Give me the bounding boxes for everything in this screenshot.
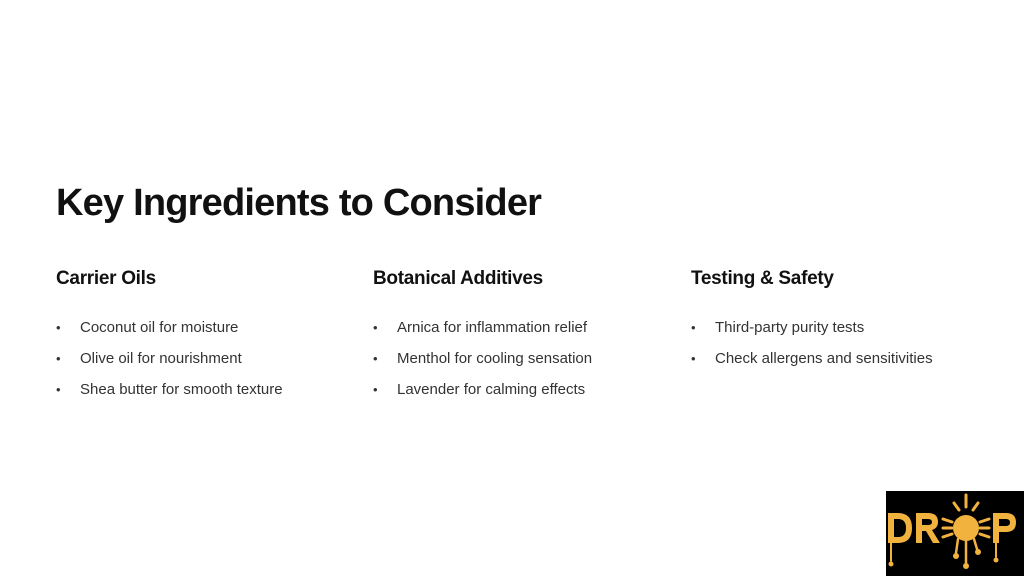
list-item — [56, 374, 356, 405]
drop-logo — [886, 491, 1024, 576]
list-item — [691, 343, 991, 374]
list-item-text: Arnica for inflammation relief — [397, 319, 588, 336]
bullet-icon: • — [373, 382, 378, 397]
column-heading: Testing & Safety — [691, 268, 834, 289]
list-item-text: Menthol for cooling sensation — [397, 350, 593, 367]
bullet-icon: • — [691, 351, 696, 366]
list-item-text: Third-party purity tests — [715, 319, 865, 336]
column-testing-safety — [691, 266, 991, 374]
column-heading: Carrier Oils — [56, 268, 156, 289]
list-item-text: Coconut oil for moisture — [80, 319, 239, 336]
bullet-icon: • — [56, 320, 61, 335]
bullet-list — [373, 312, 673, 405]
list-item-text: Check allergens and sensitivities — [715, 350, 933, 367]
column-heading: Botanical Additives — [373, 268, 543, 289]
slide-title: Key Ingredients to Consider — [56, 182, 542, 224]
bullet-icon: • — [56, 382, 61, 397]
list-item-text: Olive oil for nourishment — [80, 350, 242, 367]
list-item — [373, 374, 673, 405]
list-item — [373, 312, 673, 343]
list-item-text: Shea butter for smooth texture — [80, 381, 283, 398]
list-item — [373, 343, 673, 374]
bullet-icon: • — [691, 320, 696, 335]
column-carrier-oils — [56, 266, 356, 405]
list-item — [56, 343, 356, 374]
list-item — [56, 312, 356, 343]
bullet-list — [56, 312, 356, 405]
bullet-list — [691, 312, 991, 374]
bullet-icon: • — [56, 351, 61, 366]
sun-drop-logo-icon — [886, 491, 1024, 576]
bullet-icon: • — [373, 351, 378, 366]
bullet-icon: • — [373, 320, 378, 335]
list-item — [691, 312, 991, 343]
column-botanical-additives — [373, 266, 673, 405]
list-item-text: Lavender for calming effects — [397, 381, 586, 398]
